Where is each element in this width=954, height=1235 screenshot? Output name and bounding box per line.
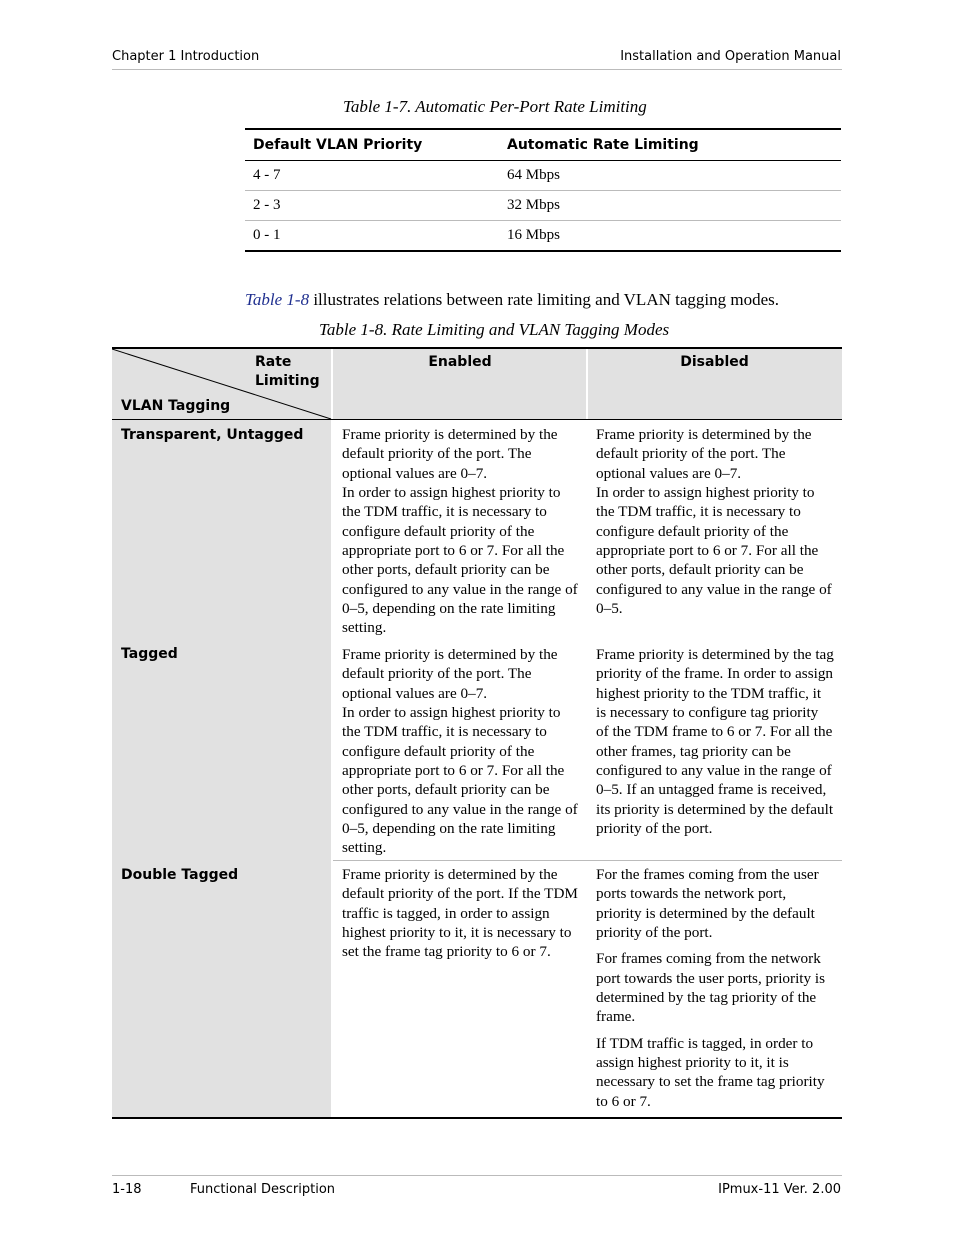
table7 [245, 128, 841, 252]
cell-paragraph: Frame priority is determined by the default priority of the port. The optional values are 0–7. [342, 646, 558, 702]
table7-cell-rate: 16 Mbps [507, 227, 560, 243]
table7-caption: Table 1-7. Automatic Per-Port Rate Limiting [343, 97, 647, 116]
running-header-chapter: Chapter 1 Introduction [112, 49, 260, 64]
cell-paragraph: For frames coming from the network port towards the user ports, priority is determined by the tag priority of the frame. [596, 950, 826, 1026]
table7-col-priority: Default VLAN Priority [253, 137, 423, 153]
cell-double-tagged-disabled [596, 865, 834, 1111]
cell-paragraph: In order to assign highest priority to the TDM traffic, it is necessary to configure default priority of the appropriate port to 6 or 7. For all the other ports, default priority can be configured to any value in the range of 0–5, depending on the rate limiting setting. [342, 484, 578, 637]
table8 [112, 347, 842, 1119]
table-row [245, 191, 841, 221]
cell-paragraph: Frame priority is determined by the default priority of the port. If the TDM traffic is tagged, in order to assign highest priority to it, it is necessary to set the frame tag priority to 6 or 7. [342, 866, 578, 961]
cell-tagged-disabled [596, 645, 834, 838]
intro-text: illustrates relations between rate limiting and VLAN tagging modes. [309, 290, 779, 309]
corner-header-line: Limiting [255, 373, 320, 389]
footer-product: IPmux-11 Ver. 2.00 [718, 1182, 841, 1197]
corner-header-vlan-tagging: VLAN Tagging [121, 398, 231, 414]
cell-double-tagged-enabled [342, 865, 580, 962]
cell-paragraph: Frame priority is determined by the tag priority of the frame. In order to assign highest priority to the TDM traffic, it is necessary to configure tag priority of the TDM frame to 6 or 7. For all the other frames, tag priority can be configured to any value in the range of 0–5. If an untagged frame is received, its priority is determined by the default priority of the port. [596, 646, 834, 838]
cell-paragraph: For the frames coming from the user ports towards the network port, priority is determined by the default priority of the port. [596, 866, 819, 942]
row-label-transparent-untagged: Transparent, Untagged [121, 427, 304, 443]
running-header-manual: Installation and Operation Manual [620, 49, 841, 64]
table8-header-rule [112, 419, 842, 420]
column-header-enabled: Enabled [428, 354, 492, 370]
cell-paragraph: Frame priority is determined by the default priority of the port. The optional values are 0–7. [596, 426, 812, 482]
table7-col-rate: Automatic Rate Limiting [507, 137, 699, 153]
corner-header-rate-limiting [255, 353, 320, 391]
column-header-disabled: Disabled [680, 354, 749, 370]
page-number: 1-18 [112, 1182, 142, 1197]
table8-caption: Table 1-8. Rate Limiting and VLAN Tagging Modes [319, 320, 670, 339]
cell-paragraph: Frame priority is determined by the default priority of the port. The optional values are 0–7. [342, 426, 558, 482]
cell-paragraph: In order to assign highest priority to the TDM traffic, it is necessary to configure default priority of the appropriate port to 6 or 7. For all the other ports, default priority can be configured to any value in the range of 0–5. [596, 484, 832, 618]
table7-header-row [245, 128, 841, 161]
cell-transparent-enabled [342, 425, 580, 638]
table8-bottom-rule [112, 1117, 842, 1119]
header-divider [112, 69, 842, 70]
table8-top-rule [112, 347, 842, 349]
row-label-tagged: Tagged [121, 646, 178, 662]
cell-paragraph: If TDM traffic is tagged, in order to assign highest priority to it, it is necessary to set the frame tag priority to 6 or 7. [596, 1034, 825, 1110]
table7-cell-rate: 64 Mbps [507, 167, 560, 183]
table8-cross-reference-link[interactable]: Table 1-8 [245, 290, 310, 309]
footer-section: Functional Description [190, 1182, 336, 1197]
corner-header-line: Rate [255, 354, 292, 370]
row-divider [333, 860, 842, 861]
table7-cell-rate: 32 Mbps [507, 197, 560, 213]
cell-transparent-disabled [596, 425, 834, 618]
intro-paragraph [245, 290, 779, 310]
table7-cell-priority: 0 - 1 [253, 227, 281, 243]
footer-divider [112, 1175, 842, 1176]
table8-label-column [112, 349, 331, 1117]
cell-paragraph: In order to assign highest priority to the TDM traffic, it is necessary to configure default priority of the appropriate port to 6 or 7. For all the other ports, default priority can be configured to any value in the range of 0–5, depending on the rate limiting setting. [342, 704, 578, 857]
table7-cell-priority: 4 - 7 [253, 167, 281, 183]
table-row [245, 221, 841, 252]
row-label-double-tagged: Double Tagged [121, 867, 239, 883]
cell-tagged-enabled [342, 645, 580, 858]
table7-cell-priority: 2 - 3 [253, 197, 281, 213]
table-row [245, 161, 841, 191]
